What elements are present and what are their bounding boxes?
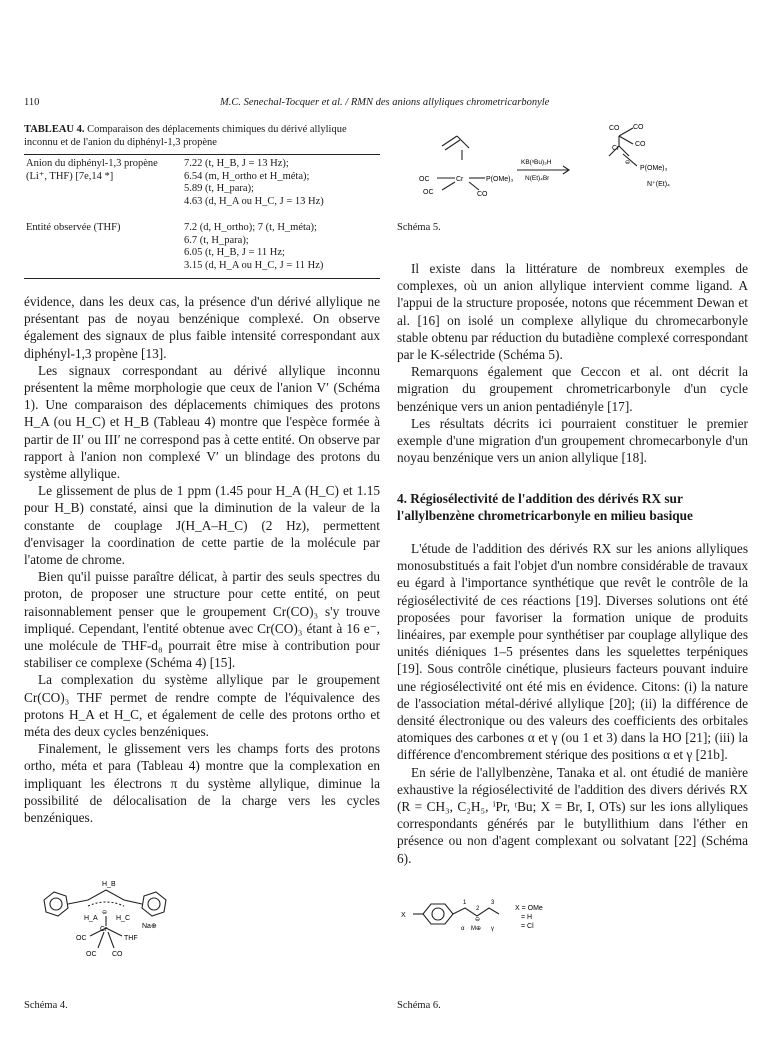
table-cell: 7.22 (t, H_B, J = 13 Hz); (184, 158, 289, 169)
scheme-4-caption: Schéma 4. (24, 1000, 68, 1011)
scheme4-hb: H_B (102, 881, 116, 888)
table-row-label: Anion du diphényl-1,3 propène (Li⁺, THF) [7e,14 *] (26, 158, 158, 182)
scheme5-cr2: Cr (612, 145, 620, 152)
scheme5-cr: Cr (456, 176, 464, 183)
scheme6-sub1: X = OMe (515, 905, 543, 912)
paragraph: Le glissement de plus de 1 ppm (1.45 pour H_A (H_C) et 1.15 pour H_B) constaté, ainsi que la diminution de la valeur de la constante de couplage J(H_A–H_C) (2 Hz), permettent d'envisager la coordination de cette partie de la molécule par l'atome de chrome. (24, 483, 380, 568)
scheme4-cr: Cr (100, 926, 108, 933)
table-row-label: Entité observée (THF) (26, 222, 121, 233)
page-number: 110 (24, 97, 40, 108)
scheme6-sub2: = H (521, 914, 533, 921)
table-rule-bottom (24, 278, 380, 279)
left-column (24, 293, 380, 826)
scheme6-gamma: γ (491, 926, 494, 932)
scheme4-phenyl-right (142, 892, 166, 916)
scheme6-x: X (401, 912, 406, 919)
table-rule-top (24, 154, 380, 155)
scheme5-minus: ⊖ (625, 160, 631, 166)
scheme6-n1: 1 (463, 900, 467, 906)
scheme5-co-b: CO (635, 141, 646, 148)
right-column-top (397, 260, 748, 466)
scheme6-sub3: = Cl (521, 923, 534, 930)
scheme5-co-a: CO (633, 124, 644, 131)
right-column-section (397, 540, 748, 867)
scheme5-reagent2: N(Et)₄Br (525, 175, 550, 182)
table-cell: 4.63 (d, H_A ou H_C, J = 13 Hz) (184, 195, 324, 207)
table-cell: 5.89 (t, H_para); (184, 183, 254, 195)
section-heading: 4. Régiosélectivité de l'addition des dérivés RX sur l'allylbenzène chrometricarbonyle en milieu basique (397, 491, 693, 524)
scheme6-n2: 2 (476, 906, 480, 912)
scheme5-cation: N⁺(Et)₄ (647, 181, 670, 188)
scheme4-co: CO (112, 951, 123, 958)
scheme4-oc1: OC (76, 935, 87, 942)
scheme5-oc2: OC (423, 189, 434, 196)
paragraph: Bien qu'il puisse paraître délicat, à partir des seuls spectres du proton, de proposer une structure pour cette entité, on peut raisonnablement penser que le groupement Cr(CO)₃ s'y trouve impliqué. Cependant, l'entité obtenue avec Cr(CO)₃ étant à 16 e⁻, une molécule de THF-d₈ pourrait être mise à contribution pour stabiliser ce complexe (Schéma 4) [15]. (24, 569, 380, 671)
scheme-4-diagram (24, 870, 224, 966)
scheme6-alpha: α (461, 926, 465, 932)
paragraph: Remarquons également que Ceccon et al. ont décrit la migration du groupement chrometricarbonyle d'un cycle benzénique vers un anion pentadiényle [17]. (397, 364, 748, 414)
scheme5-butadiene (442, 136, 469, 150)
scheme6-n3: 3 (491, 900, 495, 906)
paragraph: L'étude de l'addition des dérivés RX sur les anions allyliques monosubstitués a fait l'objet d'un nombre considérable de travaux eu égard à l'importance synthétique que revêt le contrôle de la régiosélectivité de ces réactions [19]. Diverses solutions ont été proposées pour favoriser la formation unique de produits linéaires, par exemple pour synthétiser par couplage allylique des unités diéniques 1–5 présentes dans les squelettes terpéniques [19]. Sous contrôle cinétique, plusieurs facteurs pouvant induire une régiosélectivité ont été mis en évidence. Citons: (i) la nature de l'association métal-dérivé allylique [20]; (ii) la différence de densité électronique ou des valeurs des coefficients des orbitales atomiques des carbones α et γ (ou 1 et 3) dans la HO [21]; (iii) la différence d'encombrement stérique des positions α et γ [21b]. (397, 541, 748, 763)
scheme-5-caption: Schéma 5. (397, 222, 441, 233)
scheme4-ha: H_A (84, 915, 98, 922)
table-cell: 3.15 (d, H_A ou H_C, J = 11 Hz) (184, 259, 324, 271)
scheme5-pome: P(OMe)₃ (486, 176, 514, 183)
table-cell: 6.54 (m, H_ortho et H_méta); (184, 170, 310, 182)
paragraph: Les signaux correspondant au dérivé allylique inconnu présentent la même morphologie que ceux de l'anion V′ (Schéma 1). Une comparaison des déplacements chimiques des protons H_A (ou H_C) et H_B (Tableau 4) montre que l'espèce formée à partir de II′ ou III′ ne correspond pas à cette entité. On observe par rapport à l'anion non complexé V′ un blindage des protons du système allylique. (24, 362, 380, 482)
scheme4-na: Na⊕ (142, 923, 157, 930)
scheme4-hc: H_C (116, 915, 131, 922)
running-title: M.C. Senechal-Tocquer et al. / RMN des anions allyliques chrometricarbonyle (220, 97, 550, 108)
scheme4-phenyl-left (44, 892, 68, 916)
table-cell: 6.05 (t, H_B, J = 11 Hz; (184, 247, 285, 259)
scheme5-co-c: CO (609, 125, 620, 132)
scheme-5-diagram (397, 118, 747, 218)
scheme4-oc2: OC (86, 951, 97, 958)
scheme4-thf: THF (124, 935, 138, 942)
scheme5-co: CO (477, 191, 488, 198)
paragraph: Finalement, le glissement vers les champs forts des protons ortho, méta et para (Tableau 4) montre que la complexation en impliquant les électrons π du système allylique, diminue la possibilité de délocalisation de la charge vers les cycles benzéniques. (24, 741, 380, 826)
table-caption-text: Comparaison des déplacements chimiques du dérivé allylique inconnu et de l'anion du diphényl-1,3 propène (24, 124, 347, 148)
paragraph: évidence, dans les deux cas, la présence d'un dérivé allylique ne présentant pas de noyau benzénique complexé. On observe également des signaux de plus faible intensité correspondant aux diphényl-1,3 propène [13]. (24, 294, 380, 361)
scheme6-metal: M⊕ (471, 926, 482, 932)
table-row-values (184, 158, 380, 208)
scheme6-phenyl (423, 904, 453, 924)
scheme5-pome2: P(OMe)₃ (640, 165, 668, 172)
scheme-6-diagram (397, 888, 597, 948)
scheme6-minus: ⊖ (475, 917, 481, 923)
table-row-values (184, 222, 380, 272)
scheme-6-caption: Schéma 6. (397, 1000, 441, 1011)
table-cell: 7.2 (d, H_ortho); 7 (t, H_méta); (184, 222, 317, 233)
table-caption-label: TABLEAU 4. (24, 124, 85, 135)
scheme5-reagent1: KB(ˢBu)₃H (521, 159, 552, 166)
paragraph: La complexation du système allylique par le groupement Cr(CO)₃ THF permet de rendre compte de l'équivalence des protons H_A et H_C, et également de celle des protons ortho et méta des deux cycles benzéniques. (24, 672, 380, 740)
table-cell: 6.7 (t, H_para); (184, 234, 249, 246)
paragraph: En série de l'allylbenzène, Tanaka et al. ont étudié de manière exhaustive la régiosélectivité de l'addition des divers dérivés RX (R = CH₃, C₂H₅, ⁱPr, ᵗBu; X = Br, I, OTs) sur les ions allyliques correspondants générés par le butyllithium dans l'éther en présence ou non d'agent complexant ou solvatant [22] (Schéma 6). (397, 764, 748, 866)
paragraph: Il existe dans la littérature de nombreux exemples de complexes, où un anion allylique intervient comme ligand. A l'appui de la structure proposée, notons que récemment Dewan et al. [16] on isolé un complexe allylique du chromecarbonyle stable obtenu par réduction du butadiène complexé correspondant par le K-sélectride (Schéma 5). (397, 261, 748, 363)
scheme5-oc1: OC (419, 176, 430, 183)
paragraph: Les résultats décrits ici pourraient constituer le premier exemple d'une migration d'un groupement chromecarbonyle d'un noyau benzénique vers un anion allylique [18]. (397, 415, 748, 466)
scheme4-minus: ⊖ (102, 910, 108, 916)
table-caption (24, 123, 380, 149)
